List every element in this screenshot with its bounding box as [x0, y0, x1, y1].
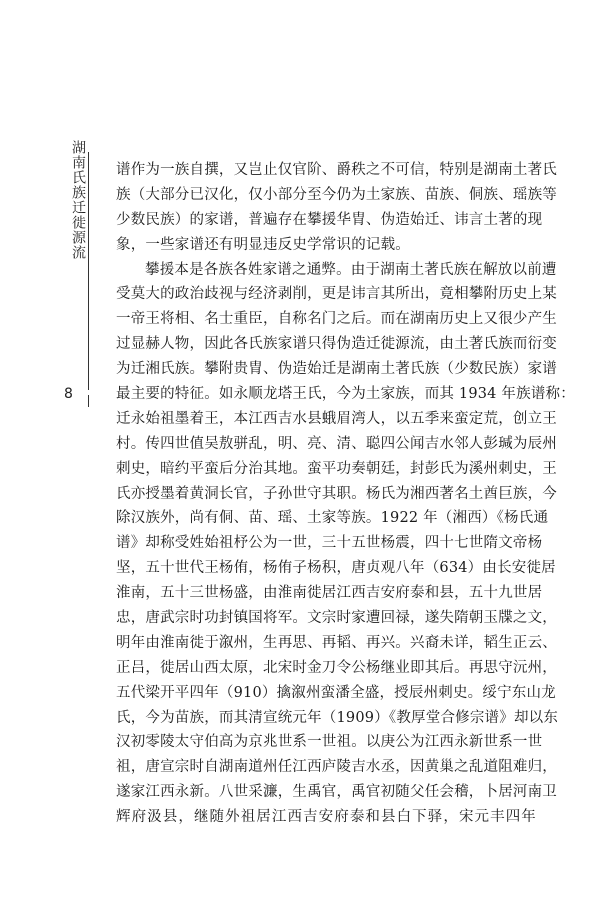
text-line: 受莫大的政治歧视与经济剥削，更是讳言其所出，竟相攀附历史上某: [116, 286, 557, 303]
text-line: 谱》却称受姓始祖杼公为一世，三十五世杨震，四十七世隋文帝杨: [116, 535, 543, 552]
text-line: 最主要的特征。如永顺龙塔王氏，今为土家族，而其 1934 年族谱称：: [116, 386, 575, 403]
text-line: 祖，唐宣宗时自湖南道州任江西庐陵吉水丞，因黄巢之乱道阻难归，: [116, 759, 557, 776]
text-line: 为迁湘氏族。攀附贵胄、伪造始迁是湖南土著氏族（少数民族）家谱: [116, 361, 557, 378]
text-line: 刺史，暗约平蛮后分治其地。蛮平功奏朝廷，封彭氏为溪州刺史，王: [116, 460, 557, 477]
margin-rule-top: [88, 152, 89, 390]
text-line: 除汉族外，尚有侗、苗、瑶、土家等族。1922 年（湘西）《杨氏通: [116, 510, 549, 527]
margin-rule-bottom: [88, 395, 89, 407]
text-line: 村。传四世值吴敖骈乱，明、亮、清、聪四公闻吉水邻人彭瑊为辰州: [116, 435, 557, 452]
text-line: 攀援本是各族各姓家谱之通弊。由于湖南土著氏族在解放以前遭: [145, 261, 557, 278]
text-line: 象，一些家谱还有明显违反史学常识的记载。: [116, 236, 410, 253]
text-line: 氏亦授墨着黄洞长官，子孙世守其职。杨氏为湘西著名土酋巨族，今: [116, 485, 557, 502]
text-line: 辉府汲县，继随外祖居江西吉安府泰和县白下驿，宋元丰四年: [116, 809, 536, 826]
text-line: 一帝王将相、名士重臣，自称名门之后。而在湖南历史上又很少产生: [116, 311, 557, 328]
page-number: 8: [64, 386, 73, 402]
text-line: 淮南，五十三世杨盛，由淮南徙居江西吉安府泰和县，五十九世居: [116, 585, 543, 602]
text-line: 氏，今为苗族，而其清宣统元年（1909）《教厚堂合修宗谱》却以东: [116, 709, 559, 726]
text-line: 坚，五十世代王杨侑，杨侑子杨积，唐贞观八年（634）由长安徙居: [116, 560, 556, 577]
running-head: 湖南氏族迁徙源流: [70, 140, 86, 260]
text-line: 谱作为一族自撰，又岂止仅官阶、爵秩之不可信，特别是湖南土著氏: [116, 162, 557, 178]
text-line: 过显赫人物，因此各氏族家谱只得伪造迁徙源流，由土著氏族而衍变: [116, 336, 557, 353]
body-text: [116, 158, 575, 830]
text-line: 汉初零陵太守伯高为京兆世系一世祖。以庚公为江西永新世系一世: [116, 734, 543, 751]
text-line: 迁永始祖墨着王，本江西吉水县蛾眉湾人，以五季来蛮定荒，创立王: [116, 410, 557, 427]
text-line: 忠，唐武宗时功封镇国将军。文宗时家遭回禄，遂失隋朝玉牒之文，: [116, 610, 557, 627]
text-line: 明年由淮南徙于溆州，生再思、再韬、再兴。兴裔未详，韬生正云、: [116, 634, 557, 651]
text-line: 五代梁开平四年（910）擒溆州蛮潘全盛，授辰州刺史。绥宁东山龙: [116, 684, 556, 701]
text-line: 遂家江西永新。八世采濂，生禹官，禹官初随父任会稽，卜居河南卫: [116, 784, 557, 801]
text-line: 少数民族）的家谱，普遍存在攀援华胄、伪造始迁、讳言土著的现: [116, 211, 543, 228]
text-line: 族（大部分已汉化，仅小部分至今仍为土家族、苗族、侗族、瑶族等: [116, 186, 557, 203]
text-line: 正吕，徙居山西太原，北宋时金刀令公杨继业即其后。再思守沅州，: [116, 659, 557, 676]
